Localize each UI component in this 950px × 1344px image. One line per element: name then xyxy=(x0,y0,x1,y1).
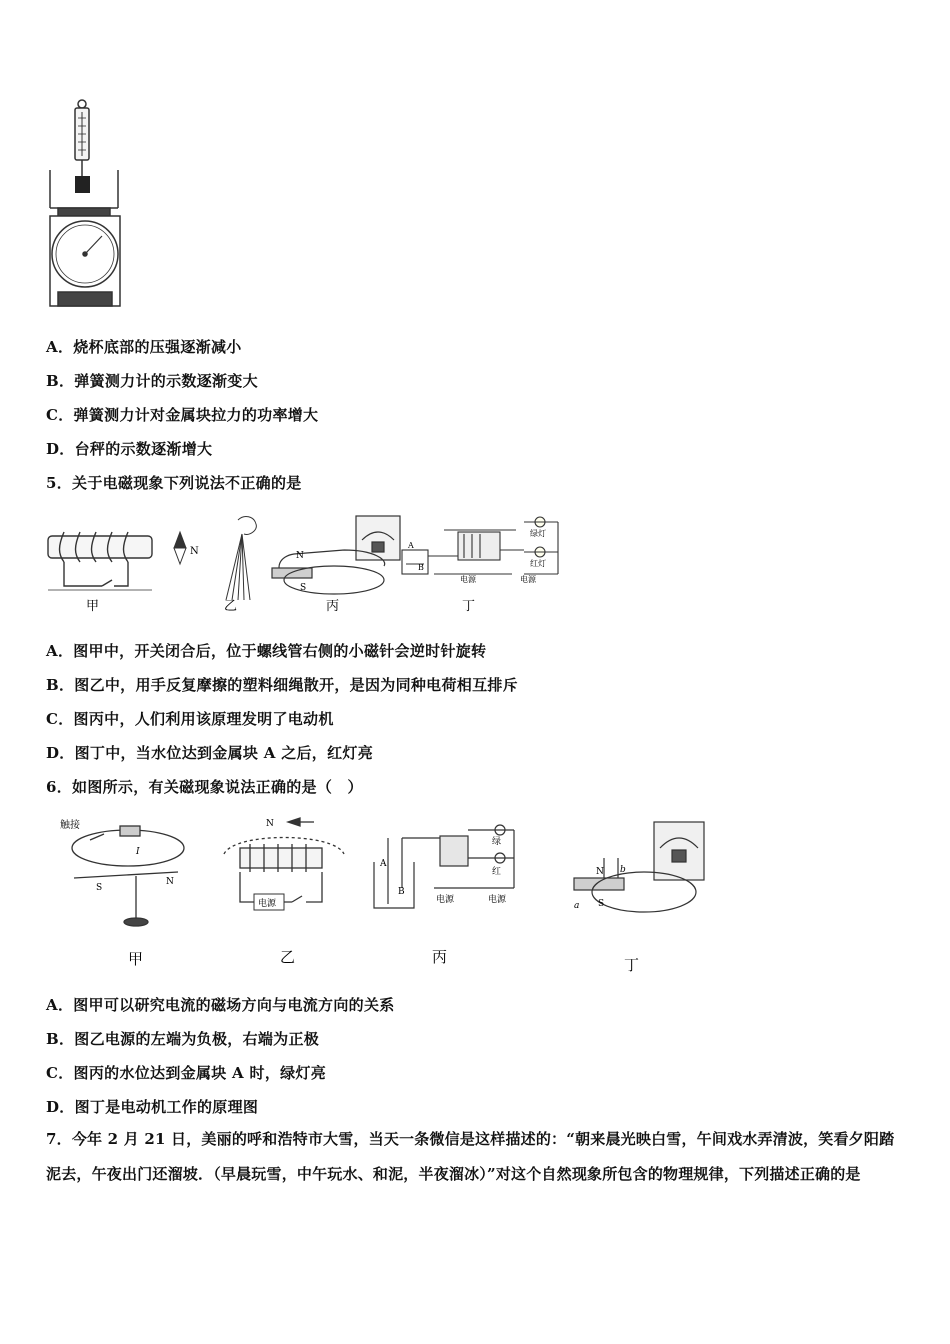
q5-option-a: A．图甲中，开关闭合后，位于螺线管右侧的小磁针会逆时针旋转 xyxy=(46,642,487,660)
q6-current-label: I xyxy=(136,847,140,857)
q6-option-a: A．图甲可以研究电流的磁场方向与电流方向的关系 xyxy=(46,996,395,1014)
q6-ding-a: a xyxy=(574,901,580,911)
q6-jia-s: S xyxy=(96,883,103,893)
q6-label-bing: 丙 xyxy=(432,948,448,966)
q6-label-ding: 丁 xyxy=(624,956,640,974)
q6-bing-power2: 电源 xyxy=(488,895,507,905)
compass-needle-icon xyxy=(174,532,186,564)
q4-figure xyxy=(44,98,144,312)
q5-bing-n: N xyxy=(296,551,304,561)
q6-ding-n: N xyxy=(596,867,604,877)
q6-jia-n: N xyxy=(166,877,174,887)
q6-yi-n: N xyxy=(266,819,274,829)
q6-ding-b: b xyxy=(620,865,626,875)
oersted-jia xyxy=(72,826,184,926)
q6-bing-power1: 电源 xyxy=(436,895,455,905)
q5-power-1: 电源 xyxy=(460,575,476,584)
q5-option-d: D．图丁中，当水位达到金属块 A 之后，红灯亮 xyxy=(46,744,373,762)
q6-option-d: D．图丁是电动机工作的原理图 xyxy=(46,1098,259,1116)
q5-n-label: N xyxy=(190,546,199,557)
hand-rope-yi xyxy=(226,517,256,600)
q6-label-jia: 甲 xyxy=(128,950,144,968)
galvanometer-bing xyxy=(272,516,400,594)
q4-option-a: A．烧杯底部的压强逐渐减小 xyxy=(46,338,242,356)
q6-option-b: B．图乙电源的左端为负极，右端为正极 xyxy=(46,1030,320,1048)
q5-green-lamp: 绿灯 xyxy=(530,529,546,538)
q5-label-ding: 丁 xyxy=(462,599,476,614)
q6-figure xyxy=(44,808,724,980)
metal-block xyxy=(75,176,90,193)
q6-power-box-label: 电源 xyxy=(258,899,277,909)
spring-scale-icon xyxy=(75,100,89,176)
q6-label-yi: 乙 xyxy=(280,948,296,966)
q6-green: 绿 xyxy=(492,837,502,847)
q6-bing-a: A xyxy=(380,859,387,869)
platform-scale-icon xyxy=(50,208,120,306)
q5-figure xyxy=(44,510,564,620)
q5-option-b: B．图乙中，用手反复摩擦的塑料细绳散开，是因为同种电荷相互排斥 xyxy=(46,676,518,694)
solenoid-jia xyxy=(48,532,152,590)
q5-label-jia: 甲 xyxy=(86,599,100,614)
q6-option-c: C．图丙的水位达到金属块 A 时，绿灯亮 xyxy=(46,1064,327,1082)
q7-stem: 7．今年 2 月 21 日，美丽的呼和浩特市大雪，当天一条微信是这样描述的：“朝来晨光映白雪，午间戏水弄清波，笑看夕阳踏泥去，午夜出门还溜坡．（早晨玩雪，中午玩水、和泥，半夜溜冰）”对这个自然现象所包含的物理规律，下列描述正确的是 xyxy=(46,1130,895,1183)
q4-option-d: D．台秤的示数逐渐增大 xyxy=(46,440,213,458)
q6-touch-label: 触接 xyxy=(60,820,80,831)
q5-label-bing: 丙 xyxy=(326,599,340,614)
q6-bing-b: B xyxy=(398,887,405,897)
q5-option-c: C．图丙中，人们利用该原理发明了电动机 xyxy=(46,710,334,728)
q6-red: 红 xyxy=(492,867,502,877)
q4-option-b: B．弹簧测力计的示数逐渐变大 xyxy=(46,372,258,390)
solenoid-yi xyxy=(224,818,344,902)
q5-stem: 5．关于电磁现象下列说法不正确的是 xyxy=(46,474,302,492)
q5-label-yi: 乙 xyxy=(224,599,238,614)
q5-ding-b: B xyxy=(418,563,424,572)
q5-red-lamp: 红灯 xyxy=(530,559,546,568)
q6-ding-s: S xyxy=(598,899,605,909)
galvanometer-ding xyxy=(574,822,704,912)
q4-option-c: C．弹簧测力计对金属块拉力的功率增大 xyxy=(46,406,319,424)
q5-power-2: 电源 xyxy=(520,575,536,584)
q6-stem: 6．如图所示，有关磁现象说法正确的是（ ） xyxy=(46,778,363,796)
q5-bing-s: S xyxy=(300,583,307,593)
q5-ding-a: A xyxy=(408,541,414,550)
